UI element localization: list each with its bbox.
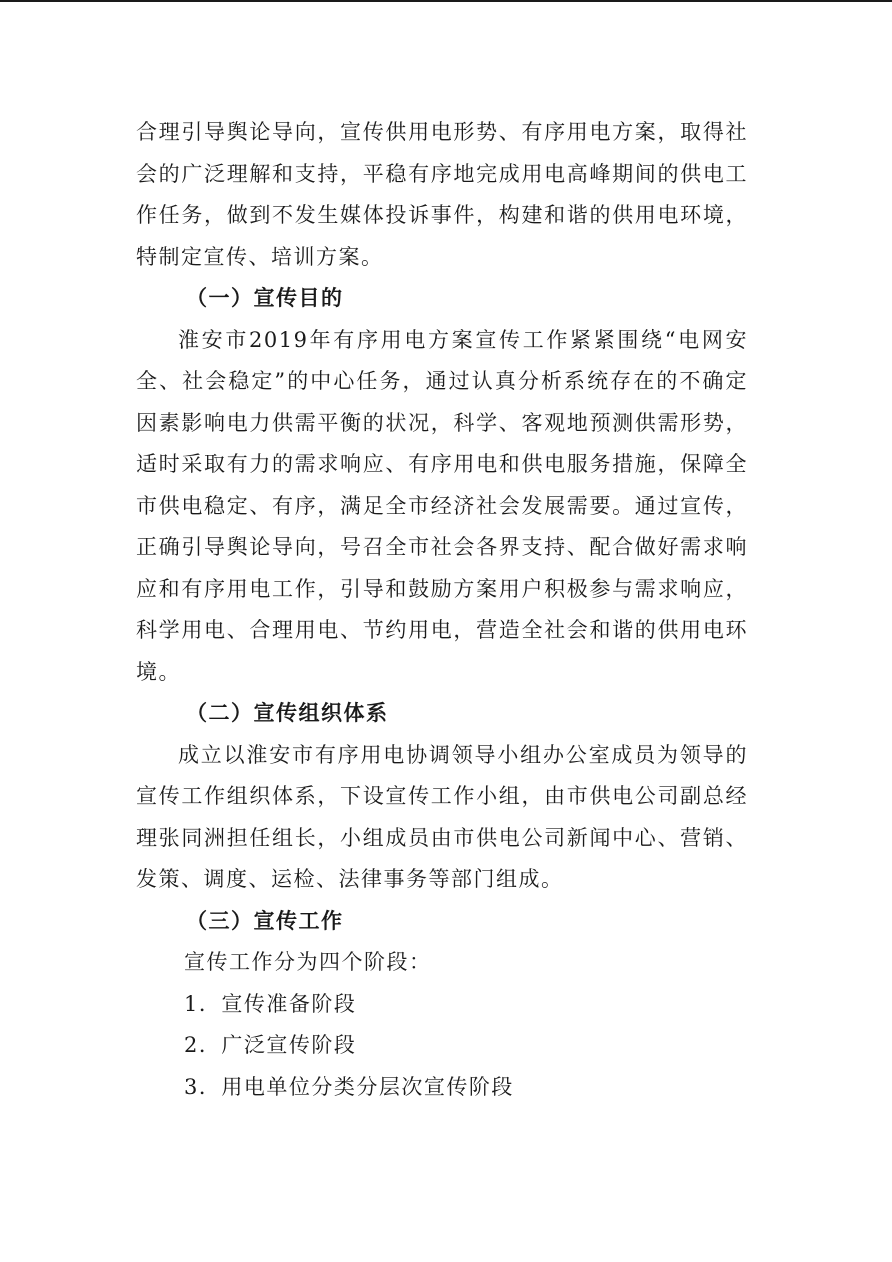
stage-item-2: 2．广泛宣传阶段 [184, 1033, 357, 1057]
work-intro-line: 宣传工作分为四个阶段： [184, 950, 432, 974]
organization-paragraph: 成立以淮安市有序用电协调领导小组办公室成员为领导的宣传工作组织体系，下设宣传工作小组，由市供电公司副总经理张同洲担任组长，小组成员由市供电公司新闻中心、营销、发策、调度、运检、法律事务等部门组成。 [136, 742, 748, 891]
intro-paragraph: 合理引导舆论导向，宣传供用电形势、有序用电方案，取得社会的广泛理解和支持，平稳有序地完成用电高峰期间的供电工作任务，做到不发生媒体投诉事件，构建和谐的供用电环境，特制定宣传、培训方案。 [136, 120, 748, 269]
section-heading-work: （三）宣传工作 [186, 908, 344, 933]
section-heading-purpose: （一）宣传目的 [186, 286, 344, 310]
stage-item-3: 3．用电单位分类分层次宣传阶段 [184, 1074, 514, 1099]
stage-item-1: 1．宣传准备阶段 [184, 991, 357, 1016]
section-heading-organization: （二）宣传组织体系 [186, 701, 389, 725]
top-border-line [0, 0, 892, 2]
document-body [136, 112, 748, 1108]
purpose-paragraph: 淮安市2019年有序用电方案宣传工作紧紧围绕“电网安全、社会稳定”的中心任务，通过认真分析系统存在的不确定因素影响电力供需平衡的状况，科学、客观地预测供需形势，适时采取有力的需求响应、有序用电和供电服务措施，保障全市供电稳定、有序，满足全市经济社会发展需要。通过宣传，正确引导舆论导向，号召全市社会各界支持、配合做好需求响应和有序用电工作，引导和鼓励方案用户积极参与需求响应，科学用电、合理用电、节约用电，营造全社会和谐的供用电环境。 [136, 327, 748, 684]
